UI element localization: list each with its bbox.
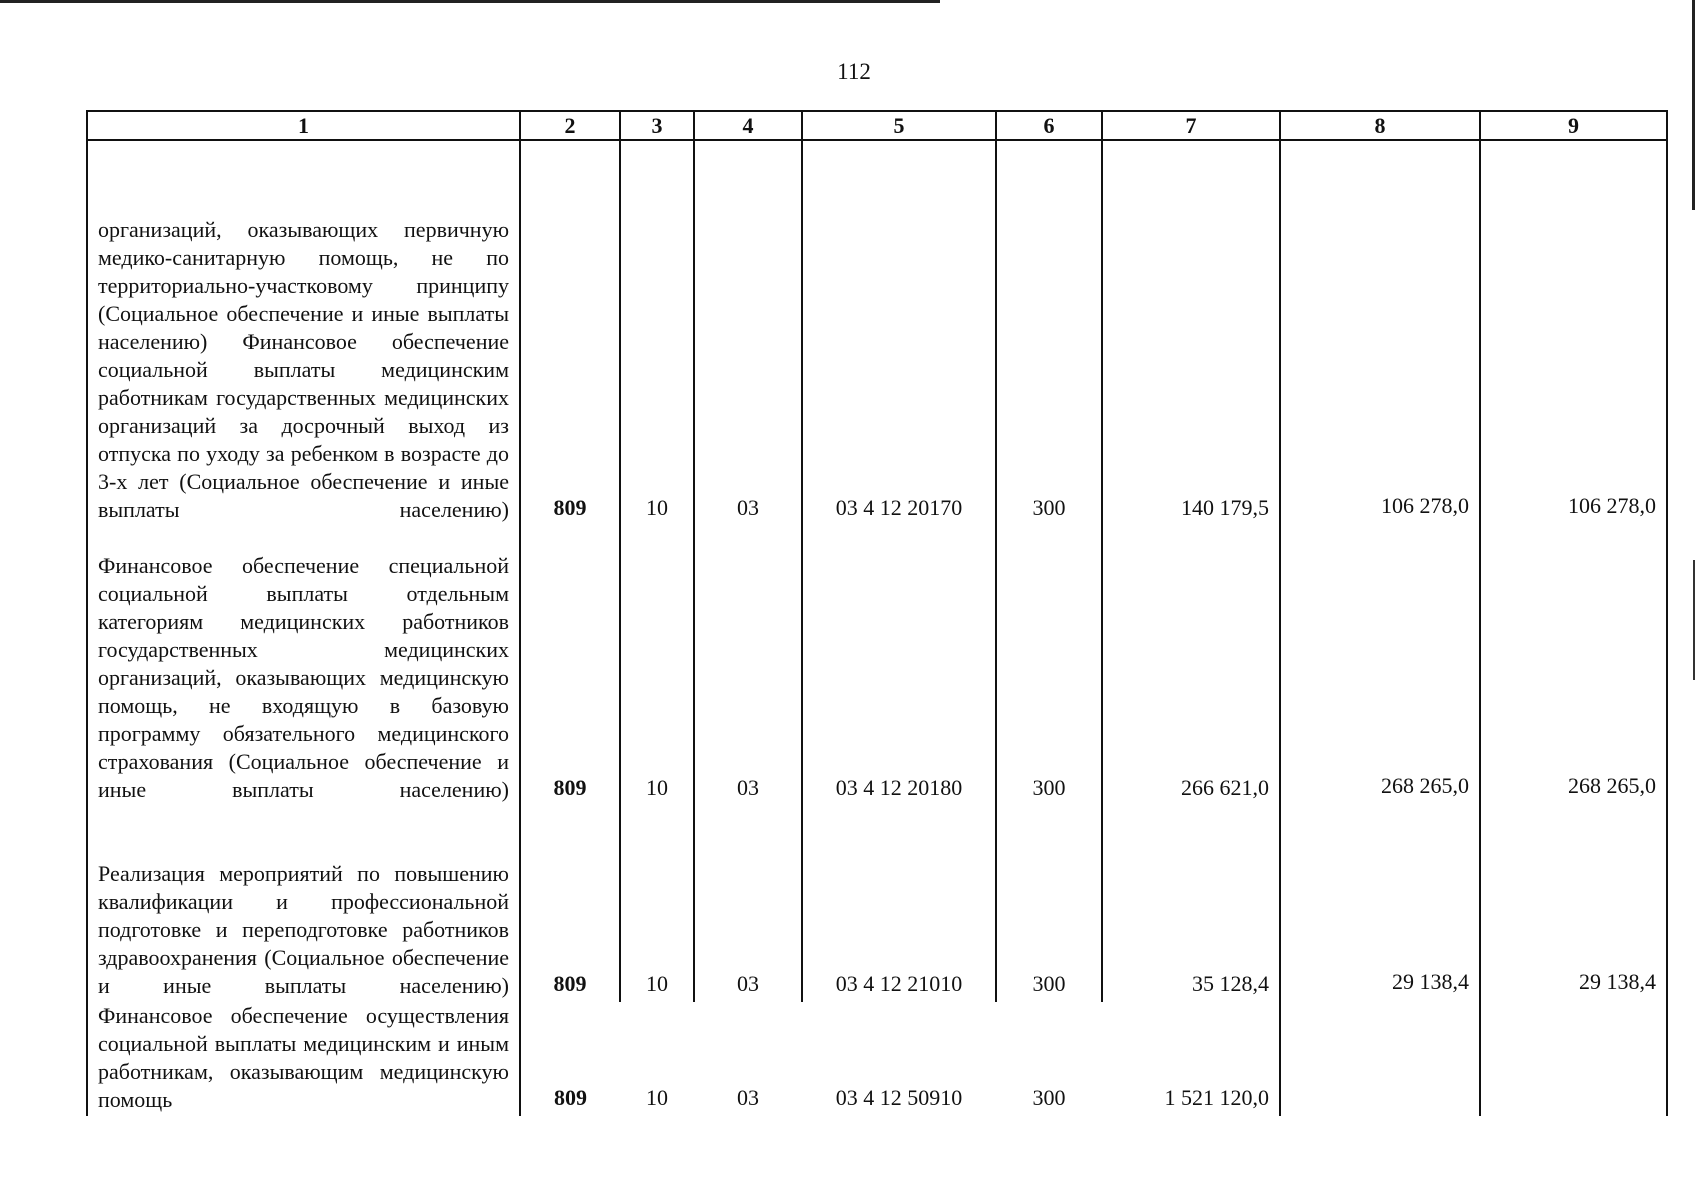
column-header: 8: [1280, 111, 1480, 140]
row-description: организаций, оказывающих первичную медико-санитарную помощь, не по территориально-участковому принципу (Социальное обеспечение и иные выплаты населению) Финансовое обеспечение социальной выплаты медицинским работникам государственных медицинских организаций за досрочный выход из отпуска по уходу за ребенком в возрасте до 3-х лет (Социальное обеспечение и иные выплаты населению): [87, 140, 520, 526]
table-header-row: [87, 111, 1667, 140]
cell-ministry-code: 809: [554, 1085, 587, 1110]
cell-amount-col8: 268 265,0: [1280, 526, 1480, 806]
cell-amount-col7: 35 128,4: [1102, 806, 1280, 1002]
cell-ministry-code: 809: [520, 526, 620, 806]
row-description: Финансовое обеспечение осуществления социальной выплаты медицинским и иным работникам, оказывающим медицинскую помощь: [87, 1002, 520, 1116]
cell-subsection: 03: [694, 526, 802, 806]
cell-amount-col8: 106 278,0: [1280, 140, 1480, 526]
table-row: [87, 1002, 1667, 1116]
cell-section: 10: [646, 1085, 668, 1110]
cell-amount-col9: 268 265,0: [1480, 526, 1667, 806]
scan-edge: [1692, 0, 1695, 210]
table-row: [87, 806, 1667, 1002]
cell-target-article: 03 4 12 20180: [802, 526, 996, 806]
column-header: 3: [620, 111, 694, 140]
table-row: [87, 140, 1667, 526]
cell-expense-type: 300: [1032, 1085, 1066, 1110]
cell-ministry-code: 809: [520, 140, 620, 526]
column-header: 1: [87, 111, 520, 140]
cell-section: 10: [620, 526, 694, 806]
cell-subsection: 03: [737, 1085, 759, 1110]
cell-expense-type: 300: [996, 526, 1102, 806]
row-description: Финансовое обеспечение специальной социальной выплаты отдельным категориям медицинских работников государственных медицинских организаций, оказывающих медицинскую помощь, не входящую в базовую программу обязательного медицинского страхования (Социальное обеспечение и иные выплаты населению): [87, 526, 520, 806]
cell-amount-col8: 29 138,4: [1280, 806, 1480, 1002]
scan-edge: [1693, 560, 1695, 680]
column-header: 6: [996, 111, 1102, 140]
cell-section: 10: [620, 806, 694, 1002]
budget-table: [86, 110, 1668, 1116]
cell-amount-col9: 106 278,0: [1480, 140, 1667, 526]
cell-ministry-code: 809: [520, 806, 620, 1002]
cell-expense-type: 300: [996, 140, 1102, 526]
row-description: Реализация мероприятий по повышению квалификации и профессиональной подготовке и переподготовке работников здравоохранения (Социальное обеспечение и иные выплаты населению): [87, 806, 520, 1002]
cell-target-article: 03 4 12 21010: [802, 806, 996, 1002]
column-header: 4: [694, 111, 802, 140]
cell-target-article: 03 4 12 50910: [835, 1085, 963, 1110]
cell-amount-col7: 140 179,5: [1102, 140, 1280, 526]
top-rule: [0, 0, 940, 3]
cell-expense-type: 300: [996, 806, 1102, 1002]
column-header: 7: [1102, 111, 1280, 140]
column-header: 9: [1480, 111, 1667, 140]
cell-amount-col9: [1480, 1002, 1667, 1116]
cell-section: 10: [620, 140, 694, 526]
cell-subsection: 03: [694, 806, 802, 1002]
cell-subsection: 03: [694, 140, 802, 526]
cell-amount-col9: 29 138,4: [1480, 806, 1667, 1002]
column-header: 5: [802, 111, 996, 140]
cell-amount-col7: 1 521 120,0: [1102, 1002, 1280, 1116]
cell-target-article: 03 4 12 20170: [802, 140, 996, 526]
page-number: 112: [837, 59, 871, 84]
table-row: [87, 526, 1667, 806]
cell-amount-col7: 266 621,0: [1102, 526, 1280, 806]
cell-amount-col8: [1280, 1002, 1480, 1116]
column-header: 2: [520, 111, 620, 140]
